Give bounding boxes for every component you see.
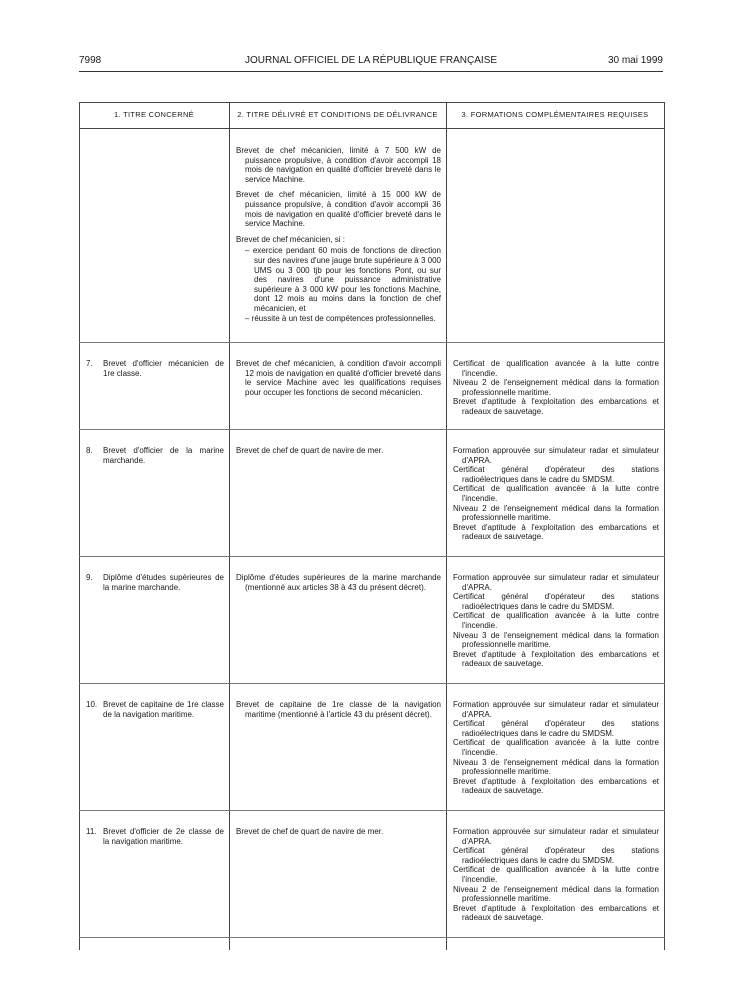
row-separator — [79, 937, 665, 938]
row-title: Diplôme d'études supérieures de la marine marchande. — [103, 573, 224, 592]
column-divider-1 — [229, 102, 230, 950]
row-11-issued-cell — [236, 827, 441, 837]
condition-item: – exercice pendant 60 mois de fonctions de direction sur des navires d'une jauge brute supérieure à 3 000 UMS ou 3 000 tjb pour les fonctions Pont, ou sur des navires d'une puissance administrative supérieure à 3 000 kW pour les fonctions Machine, dont 12 mois au moins dans la fonction de chef mécanicien, et — [245, 246, 441, 313]
training-item: Niveau 2 de l'enseignement médical dans la formation professionnelle maritime. — [453, 503, 659, 523]
journal-title: JOURNAL OFFICIEL DE LA RÉPUBLIQUE FRANÇAISE — [244, 55, 498, 66]
row-number: 8. — [86, 446, 93, 455]
training-item: Brevet d'aptitude à l'exploitation des embarcations et radeaux de sauvetage. — [453, 649, 659, 669]
training-item: Certificat général d'opérateur des stations radioélectriques dans le cadre du SMDSM. — [453, 592, 659, 611]
row-9-training-cell — [453, 573, 659, 669]
row-separator — [79, 342, 665, 343]
training-item: Niveau 2 de l'enseignement médical dans la formation professionnelle maritime. — [453, 378, 659, 397]
row-10-training-cell — [453, 700, 659, 796]
row-title: Brevet d'officier de la marine marchande. — [103, 446, 224, 465]
row-title: Brevet d'officier mécanicien de 1re classe. — [103, 359, 224, 378]
issued-text: Diplôme d'études supérieures de la marine marchande (mentionné aux articles 38 à 43 du présent décret). — [236, 573, 441, 592]
issued-paragraph: Brevet de chef mécanicien, si : — [236, 234, 345, 244]
training-item: Niveau 3 de l'enseignement médical dans la formation professionnelle maritime. — [453, 757, 659, 777]
training-item: Brevet d'aptitude à l'exploitation des embarcations et radeaux de sauvetage. — [453, 397, 659, 416]
training-item: Brevet d'aptitude à l'exploitation des embarcations et radeaux de sauvetage. — [453, 522, 659, 542]
column-header-titre-concerne: 1. TITRE CONCERNÉ — [114, 110, 194, 119]
row-title: Brevet d'officier de 2e classe de la navigation maritime. — [103, 827, 224, 846]
training-item: Niveau 2 de l'enseignement médical dans la formation professionnelle maritime. — [453, 884, 659, 904]
row-7-training-cell — [453, 359, 659, 417]
training-item: Certificat de qualification avancée à la lutte contre l'incendie. — [453, 865, 659, 884]
issued-paragraph: Brevet de chef mécanicien, limité à 15 000 kW de puissance propulsive, à condition d'avoir accompli 36 mois de navigation en qualité d'officier breveté dans le service Machine. — [236, 190, 441, 229]
column-header-formations: 3. FORMATIONS COMPLÉMENTAIRES REQUISES — [461, 110, 649, 119]
row-number: 9. — [86, 573, 93, 582]
publication-date: 30 mai 1999 — [607, 55, 663, 66]
issued-text: Brevet de chef de quart de navire de mer. — [236, 446, 384, 455]
row-7-issued-cell — [236, 359, 441, 397]
row-separator — [79, 429, 665, 430]
issued-text: Brevet de chef mécanicien, à condition d'avoir accompli 12 mois de navigation en qualité d'officier breveté dans le service Machine avec les qualifications requises pour occuper les fonctions de second mécanicien. — [236, 359, 441, 397]
training-item: Formation approuvée sur simulateur radar et simulateur d'APRA. — [453, 827, 659, 846]
issued-text: Brevet de capitaine de 1re classe de la navigation maritime (mentionné à l'article 43 du présent décret). — [236, 700, 441, 719]
row-separator — [79, 810, 665, 811]
column-divider-2 — [446, 102, 447, 950]
header-rule — [79, 71, 663, 72]
training-item: Brevet d'aptitude à l'exploitation des embarcations et radeaux de sauvetage. — [453, 903, 659, 923]
condition-item: – réussite à un test de compétences professionnelles. — [245, 313, 436, 323]
row-separator — [79, 683, 665, 684]
training-item: Certificat de qualification avancée à la lutte contre l'incendie. — [453, 484, 659, 503]
row-8-title-cell — [86, 446, 224, 465]
training-item: Niveau 3 de l'enseignement médical dans la formation professionnelle maritime. — [453, 630, 659, 650]
table-header-border — [79, 128, 665, 129]
training-item: Formation approuvée sur simulateur radar et simulateur d'APRA. — [453, 573, 659, 592]
row-11-title-cell — [86, 827, 224, 846]
page-header — [79, 55, 663, 69]
training-item: Certificat général d'opérateur des stations radioélectriques dans le cadre du SMDSM. — [453, 846, 659, 865]
row-separator — [79, 556, 665, 557]
row-9-title-cell — [86, 573, 224, 592]
qualifications-table — [79, 102, 665, 950]
row-number: 7. — [86, 359, 93, 368]
issued-text: Brevet de chef de quart de navire de mer. — [236, 827, 384, 836]
training-item: Certificat de qualification avancée à la lutte contre l'incendie. — [453, 611, 659, 630]
training-item: Certificat général d'opérateur des stations radioélectriques dans le cadre du SMDSM. — [453, 719, 659, 738]
row-10-issued-cell — [236, 700, 441, 719]
row-8-issued-cell — [236, 446, 441, 456]
row-10-title-cell — [86, 700, 224, 719]
row-number: 11. — [86, 827, 97, 836]
row-8-training-cell — [453, 446, 659, 542]
row-11-training-cell — [453, 827, 659, 923]
row-9-issued-cell — [236, 573, 441, 592]
training-item: Formation approuvée sur simulateur radar et simulateur d'APRA. — [453, 446, 659, 465]
training-item: Brevet d'aptitude à l'exploitation des embarcations et radeaux de sauvetage. — [453, 776, 659, 796]
training-item: Certificat de qualification avancée à la lutte contre l'incendie. — [453, 359, 659, 378]
column-header-titre-delivre: 2. TITRE DÉLIVRÉ ET CONDITIONS DE DÉLIVRANCE — [237, 110, 438, 119]
issued-paragraph: Brevet de chef mécanicien, limité à 7 500 kW de puissance propulsive, à condition d'avoir accompli 18 mois de navigation en qualité d'officier breveté dans le service Machine. — [236, 146, 441, 184]
training-item: Formation approuvée sur simulateur radar et simulateur d'APRA. — [453, 700, 659, 719]
table-left-border — [79, 102, 80, 950]
row-7-title-cell — [86, 359, 224, 378]
table-right-border — [664, 102, 665, 950]
row-title: Brevet de capitaine de 1re classe de la navigation maritime. — [103, 700, 224, 719]
continuation-issued-cell — [236, 146, 441, 323]
training-item: Certificat général d'opérateur des stations radioélectriques dans le cadre du SMDSM. — [453, 465, 659, 484]
page-number: 7998 — [79, 55, 102, 66]
training-item: Certificat de qualification avancée à la lutte contre l'incendie. — [453, 738, 659, 757]
row-number: 10. — [86, 700, 98, 709]
